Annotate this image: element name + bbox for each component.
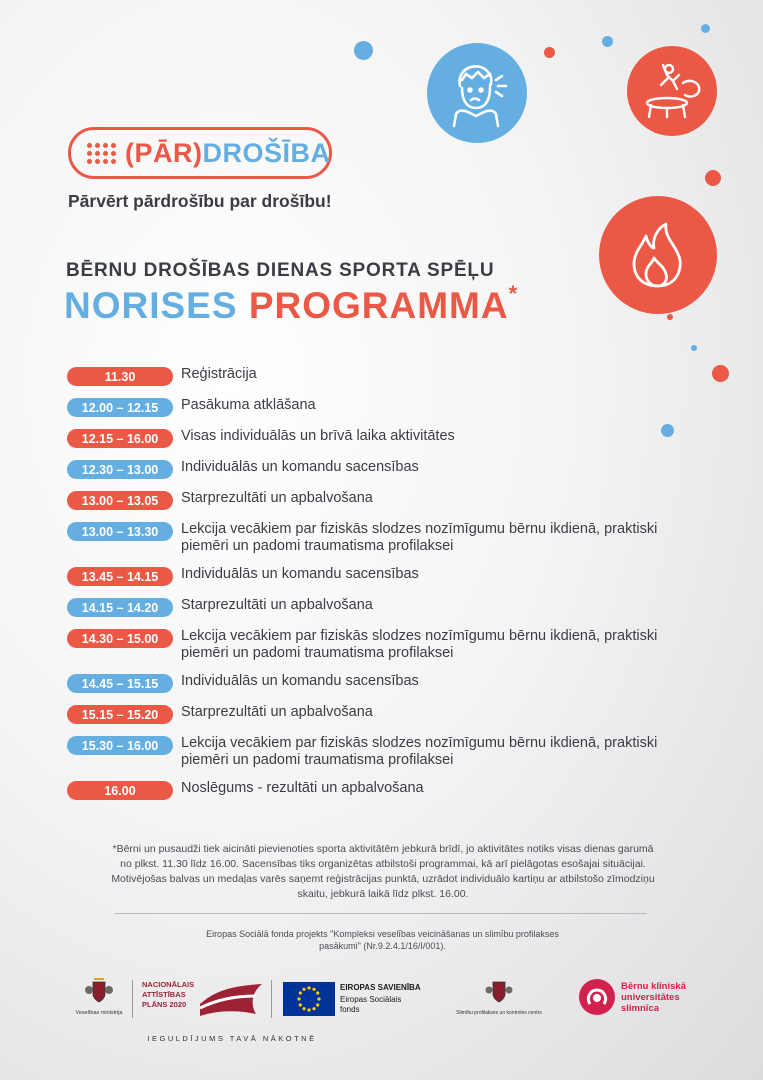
schedule-row xyxy=(67,566,707,586)
injured-child-icon xyxy=(427,43,527,143)
time-pill: 15.30 – 16.00 xyxy=(67,736,173,755)
nap-line3: PLĀNS 2020 xyxy=(142,1000,187,1009)
activity-text: Lekcija vecākiem par fiziskās slodzes nozīmīgumu bērnu ikdienā, praktiski piemēri un padomi traumatisma profilaksei xyxy=(181,521,658,554)
title-asterisk: * xyxy=(508,281,519,306)
schedule-row xyxy=(67,459,707,479)
schedule-row xyxy=(67,780,707,800)
eu-title: EIROPAS SAVIENĪBA xyxy=(340,983,421,992)
time-pill: 12.15 – 16.00 xyxy=(67,429,173,448)
time-pill: 11.30 xyxy=(67,367,173,386)
hospital-line2: universitātes xyxy=(621,992,680,1003)
footnote: *Bērni un pusaudži tiek aicināti pievienoties sporta aktivitātēm jebkurā brīdī, jo aktivitātes notiks visas dienas garumā no plkst. 11.30 līdz 16.00. Sacensības tiks organizētas atbilstoši programmai, kā arī pielāgotas esošajai situācijai. Motivējošas balvas un medaļas varēs saņemt reģistrācijas punktā, uzrādot individuālo kartiņu ar atbilstošo zīmodziņu skaitu, jebkurā laikā līdz plkst. 16.00. xyxy=(111,843,655,900)
activity-text: Starprezultāti un apbalvošana xyxy=(181,704,373,720)
time-pill: 14.45 – 15.15 xyxy=(67,674,173,693)
time-pill: 13.00 – 13.05 xyxy=(67,491,173,510)
decor-dot xyxy=(701,24,710,33)
decor-dot xyxy=(602,36,613,47)
activity-text: Starprezultāti un apbalvošana xyxy=(181,597,373,613)
activity-text: Pasākuma atklāšana xyxy=(181,397,316,413)
footer-logos xyxy=(0,976,763,1026)
hospital-logo-icon xyxy=(578,978,616,1016)
activity-text: Starprezultāti un apbalvošana xyxy=(181,490,373,506)
nap-divider xyxy=(132,980,133,1018)
title-line2 xyxy=(64,281,519,327)
time-pill: 13.45 – 14.15 xyxy=(67,567,173,586)
ministry-logo xyxy=(74,978,124,1016)
logo-dots-icon xyxy=(87,143,116,164)
activity-text: Individuālās un komandu sacensības xyxy=(181,459,419,475)
eu-logo-text xyxy=(340,982,421,1015)
activity-text: Lekcija vecākiem par fiziskās slodzes nozīmīgumu bērnu ikdienā, praktiski piemēri un padomi traumatisma profilaksei xyxy=(181,628,658,661)
fire-icon xyxy=(599,196,717,314)
tagline: Pārvērt pārdrošību par drošību! xyxy=(68,191,332,211)
schedule-row xyxy=(67,397,707,417)
schedule-row xyxy=(67,628,707,662)
schedule-row xyxy=(67,521,707,555)
decor-dot xyxy=(544,47,555,58)
schedule-row xyxy=(67,490,707,510)
activity-text: Noslēgums - rezultāti un apbalvošana xyxy=(181,780,424,796)
logo-par-text: (PĀR) xyxy=(125,137,203,168)
hospital-logo-text xyxy=(621,981,686,1014)
eu-sub2: fonds xyxy=(340,1005,360,1014)
schedule-row xyxy=(67,673,707,693)
nap-logo-text xyxy=(142,980,194,1010)
time-pill: 13.00 – 13.30 xyxy=(67,522,173,541)
trampoline-icon xyxy=(627,46,717,136)
coat-of-arms-icon xyxy=(84,978,114,1006)
eu-flag-icon xyxy=(283,982,335,1016)
time-pill: 12.30 – 13.00 xyxy=(67,460,173,479)
time-pill: 14.30 – 15.00 xyxy=(67,629,173,648)
hospital-line3: slimnīca xyxy=(621,1003,660,1014)
title-word-blue: NORISES xyxy=(64,285,238,326)
activity-text: Individuālās un komandu sacensības xyxy=(181,566,419,582)
schedule-list xyxy=(67,366,707,811)
ministry-name: Veselības ministrija xyxy=(75,1010,123,1016)
coat-of-arms-icon xyxy=(485,978,513,1006)
decor-dot xyxy=(712,365,729,382)
schedule-row xyxy=(67,428,707,448)
decor-dot xyxy=(667,314,673,320)
spkc-logo xyxy=(453,978,545,1016)
activity-text: Individuālās un komandu sacensības xyxy=(181,673,419,689)
schedule-row xyxy=(67,366,707,386)
eu-divider xyxy=(271,980,272,1018)
nap-line2: ATTĪSTĪBAS xyxy=(142,990,186,999)
project-note: Eiropas Sociālā fonda projekts "Kompleksi veselības veicināšanas un slimību profilakses pasākumi" (Nr.9.2.4.1/16/I/001). xyxy=(206,929,559,951)
schedule-row xyxy=(67,597,707,617)
title-word-red: PROGRAMMA xyxy=(248,285,509,326)
time-pill: 16.00 xyxy=(67,781,173,800)
decor-dot xyxy=(354,41,373,60)
divider xyxy=(115,913,647,914)
hospital-line1: Bērnu klīniskā xyxy=(621,981,686,992)
schedule-row xyxy=(67,735,707,769)
activity-text: Reģistrācija xyxy=(181,366,257,382)
invest-slogan: IEGULDĪJUMS TAVĀ NĀKOTNĒ xyxy=(147,1034,317,1043)
schedule-row xyxy=(67,704,707,724)
nap-line1: NACIONĀLAIS xyxy=(142,980,195,989)
time-pill: 12.00 – 12.15 xyxy=(67,398,173,417)
pardrosiba-logo xyxy=(68,127,332,179)
spkc-name: Slimību profilakses un kontroles centrs xyxy=(456,1010,542,1016)
title-line1: BĒRNU DROŠĪBAS DIENAS SPORTA SPĒĻU xyxy=(66,260,495,281)
decor-dot xyxy=(691,345,697,351)
activity-text: Lekcija vecākiem par fiziskās slodzes nozīmīgumu bērnu ikdienā, praktiski piemēri un padomi traumatisma profilaksei xyxy=(181,735,658,768)
logo-drosiba-text: DROŠĪBA xyxy=(202,137,331,168)
time-pill: 15.15 – 15.20 xyxy=(67,705,173,724)
latvian-flag-icon xyxy=(198,982,264,1016)
activity-text: Visas individuālās un brīvā laika aktivitātes xyxy=(181,428,455,444)
decor-dot xyxy=(705,170,721,186)
eu-sub1: Eiropas Sociālais xyxy=(340,995,402,1004)
time-pill: 14.15 – 14.20 xyxy=(67,598,173,617)
